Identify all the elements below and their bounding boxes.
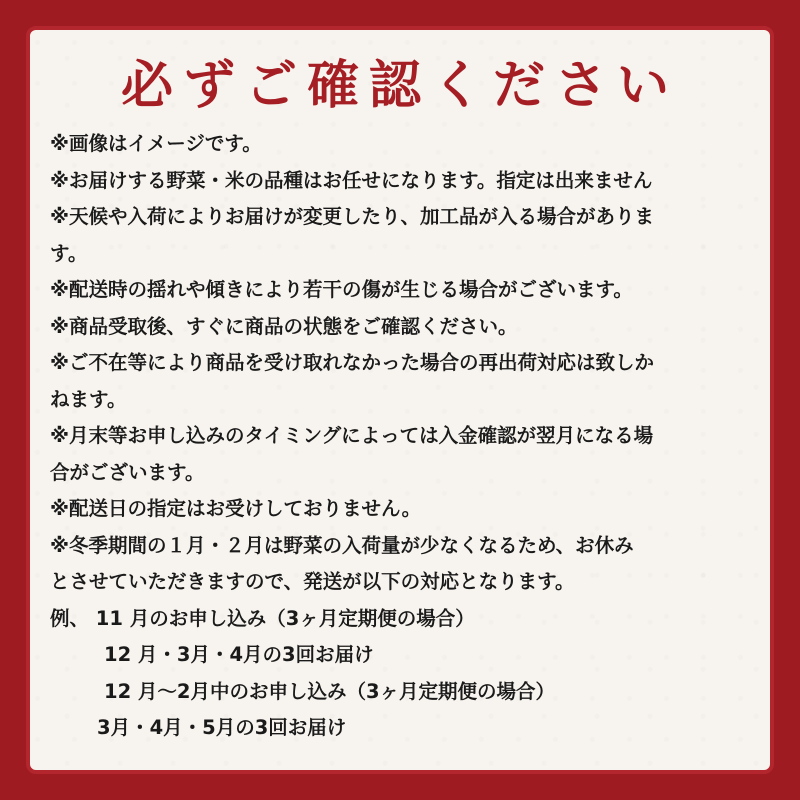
note-line: とさせていただきますので、発送が以下の対応となります。 [50, 570, 575, 593]
note-line: ※画像はイメージです。 [50, 132, 262, 155]
note-line: ※配送日の指定はお受けしておりません。 [50, 497, 422, 520]
note-line: ※お届けする野菜・米の品種はお任せになります。指定は出来ません [50, 168, 653, 192]
note-line: ※冬季期間の１月・２月は野菜の入荷量が少なくなるため、お休み [50, 533, 634, 557]
example-line: 12 月〜2月中のお申し込み（3ヶ月定期便の場合） [104, 679, 556, 703]
note-line: す。 [50, 241, 88, 265]
notice-panel [26, 26, 774, 774]
note-line: ※ご不在等により商品を受け取れなかった場合の再出荷対応は致しか [50, 351, 654, 374]
example-line: 12 月・3月・4月の3回お届け [104, 643, 374, 666]
note-line: ※天候や入荷によりお届けが変更したり、加工品が入る場合がありま [50, 205, 654, 228]
notice-title: 必ずご確認ください [120, 56, 679, 116]
note-line: ※配送時の揺れや傾きにより若干の傷が生じる場合がございます。 [50, 278, 633, 301]
note-line: ※商品受取後、すぐに商品の状態をご確認ください。 [50, 314, 518, 338]
note-line: 合がございます。 [50, 460, 205, 484]
note-line: ※月末等お申し込みのタイミングによっては入金確認が翌月になる場 [50, 424, 654, 447]
notice-list [50, 126, 755, 747]
example-line: 例、 11 月のお申し込み（3ヶ月定期便の場合） [50, 606, 475, 630]
note-line: ねます。 [50, 387, 127, 411]
example-line: 3月・4月・5月の3回お届け [97, 716, 347, 739]
